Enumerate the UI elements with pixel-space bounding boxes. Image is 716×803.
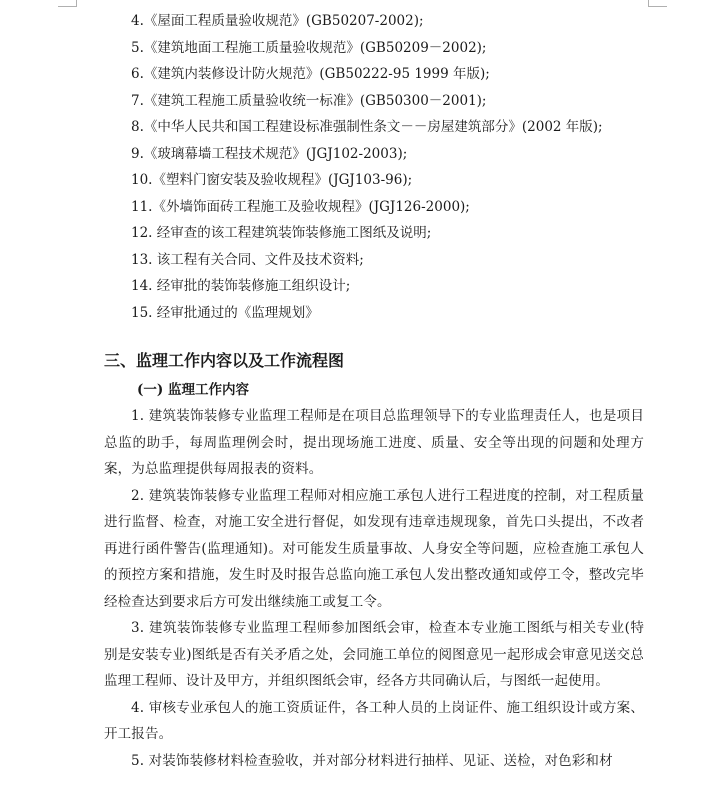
reference-item: 5.《建筑地面工程施工质量验收规范》(GB50209－2002); [131, 39, 487, 56]
paragraph: 1. 建筑装饰装修专业监理工程师是在项目总监理领导下的专业监理责任人，也是项目总监的助手，每周监理例会时，提出现场施工进度、质量、安全等出现的问题和处理方案，为总监理提供每周报表的资料。 [104, 408, 644, 477]
reference-item: 12. 经审查的该工程建筑装饰装修施工图纸及说明; [131, 225, 432, 241]
page-corner-mark-right [648, 0, 667, 7]
section-title: 三、监理工作内容以及工作流程图 [104, 351, 345, 370]
paragraph: 4. 审核专业承包人的施工资质证件，各工种人员的上岗证件、施工组织设计或方案、开工报告。 [104, 699, 644, 742]
reference-item: 14. 经审批的装饰装修施工组织设计; [131, 278, 351, 294]
reference-item: 10.《塑料门窗安装及验收规程》(JGJ103-96); [131, 172, 413, 188]
reference-item: 4.《屋面工程质量验收规范》(GB50207-2002); [131, 13, 424, 29]
reference-item: 6.《建筑内装修设计防火规范》(GB50222-95 1999 年版); [131, 66, 490, 82]
paragraph: 3. 建筑装饰装修专业监理工程师参加图纸会审，检查本专业施工图纸与相关专业(特别是安装专业)图纸是否有关矛盾之处，会同施工单位的阅图意见一起形成会审意见送交总监理工程师、设计及甲方，并组织图纸会审，经各方共同确认后，与图纸一起使用。 [104, 620, 644, 689]
paragraph: 2. 建筑装饰装修专业监理工程师对相应施工承包人进行工程进度的控制，对工程质量进行监督、检查，对施工安全进行督促，如发现有违章违规现象，首先口头提出，不改者再进行函件警告(监理通知)。对可能发生质量事故、人身安全等问题，应检查施工承包人的预控方案和措施，发生时及时报告总监向施工承包人发出整改通知或停工令，整改完毕经检查达到要求后方可发出继续施工或复工令。 [104, 487, 644, 610]
reference-item: 9.《玻璃幕墙工程技术规范》(JGJ102-2003); [131, 145, 408, 162]
reference-item: 8.《中华人民共和国工程建设标准强制性条文－－房屋建筑部分》(2002 年版); [131, 119, 603, 135]
subsection-title: (一) 监理工作内容 [137, 382, 249, 398]
reference-item: 15. 经审批通过的《监理规划》 [131, 304, 319, 321]
reference-item: 13. 该工程有关合同、文件及技术资料; [131, 251, 364, 268]
reference-item: 11.《外墙饰面砖工程施工及验收规程》(JGJ126-2000); [131, 198, 470, 215]
paragraph: 5. 对装饰装修材料检查验收，并对部分材料进行抽样、见证、送检，对色彩和材 [131, 752, 613, 769]
page-corner-mark-left [58, 0, 77, 7]
reference-list [131, 8, 603, 326]
body-text [104, 403, 644, 774]
reference-item: 7.《建筑工程施工质量验收统一标准》(GB50300－2001); [131, 92, 487, 109]
